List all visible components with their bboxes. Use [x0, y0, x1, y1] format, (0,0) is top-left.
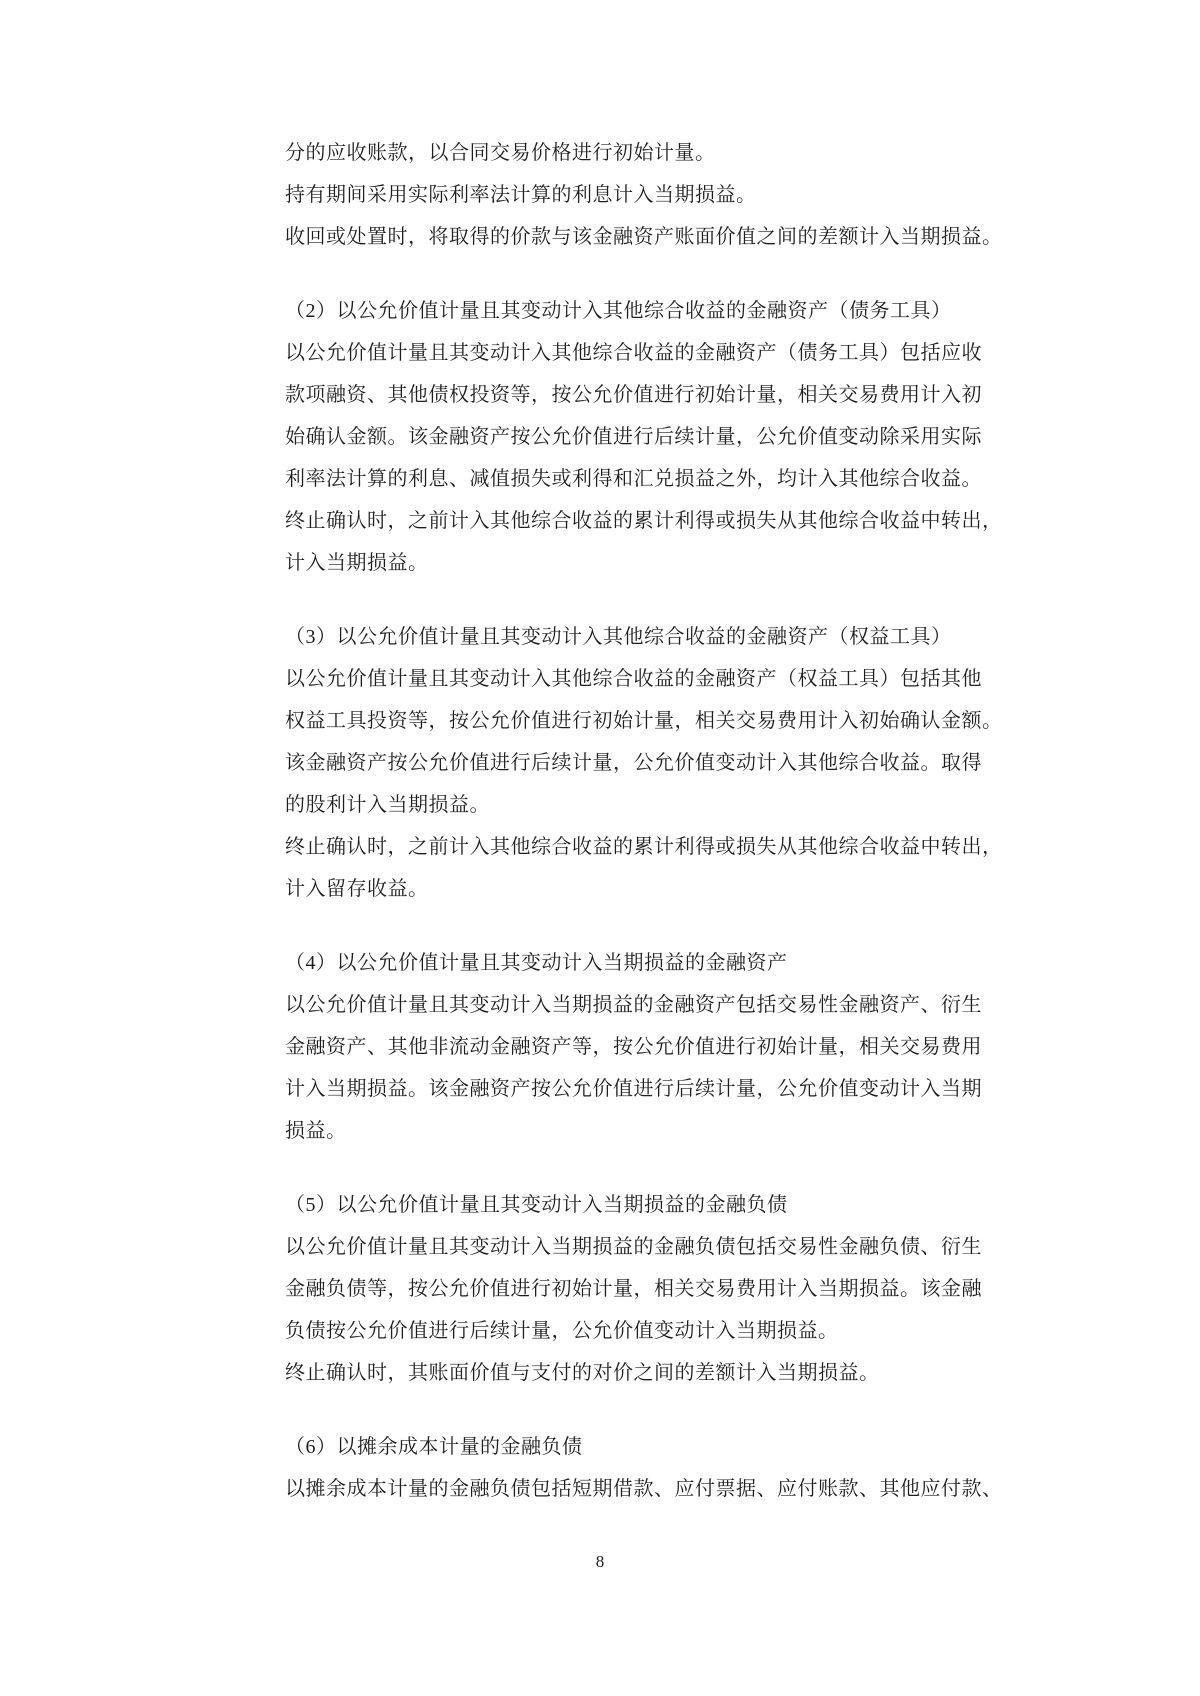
- text-line: 计入当期损益。: [285, 552, 429, 574]
- text-line: 款项融资、其他债权投资等，按公允价值进行初始计量，相关交易费用计入初: [285, 384, 982, 406]
- text-line: 金融资产、其他非流动金融资产等，按公允价值进行初始计量，相关交易费用: [285, 1036, 982, 1058]
- text-line: 分的应收账款，以合同交易价格进行初始计量。: [285, 142, 716, 164]
- document-section: [285, 290, 1003, 584]
- page-footer: [0, 1550, 1200, 1574]
- text-line: 以公允价值计量且其变动计入其他综合收益的金融资产（债务工具）包括应收: [285, 342, 982, 364]
- text-line: 负债按公允价值进行后续计量，公允价值变动计入当期损益。: [285, 1320, 839, 1342]
- text-line: 收回或处置时，将取得的价款与该金融资产账面价值之间的差额计入当期损益。: [285, 226, 1003, 248]
- text-line: 计入留存收益。: [285, 878, 429, 900]
- text-line: 该金融资产按公允价值进行后续计量，公允价值变动计入其他综合收益。取得: [285, 752, 982, 774]
- section-heading: （5）以公允价值计量且其变动计入当期损益的金融负债: [285, 1194, 788, 1216]
- text-line: 始确认金额。该金融资产按公允价值进行后续计量，公允价值变动除采用实际: [285, 426, 982, 448]
- text-line: 利率法计算的利息、减值损失或利得和汇兑损益之外，均计入其他综合收益。: [285, 468, 982, 490]
- text-line: 以摊余成本计量的金融负债包括短期借款、应付票据、应付账款、其他应付款、: [285, 1478, 1003, 1500]
- text-line: 终止确认时，之前计入其他综合收益的累计利得或损失从其他综合收益中转出，: [285, 510, 1003, 532]
- document-section: [285, 1184, 982, 1394]
- text-line: 以公允价值计量且其变动计入当期损益的金融负债包括交易性金融负债、衍生: [285, 1236, 982, 1258]
- document-section: [285, 132, 1003, 258]
- document-section: [285, 616, 1003, 910]
- text-line: 持有期间采用实际利率法计算的利息计入当期损益。: [285, 184, 757, 206]
- page-number: 8: [595, 1552, 605, 1571]
- text-line: 损益。: [285, 1120, 347, 1142]
- text-line: 权益工具投资等，按公允价值进行初始计量，相关交易费用计入初始确认金额。: [285, 710, 1003, 732]
- section-heading: （4）以公允价值计量且其变动计入当期损益的金融资产: [285, 952, 788, 974]
- text-line: 以公允价值计量且其变动计入当期损益的金融资产包括交易性金融资产、衍生: [285, 994, 982, 1016]
- text-line: 金融负债等，按公允价值进行初始计量，相关交易费用计入当期损益。该金融: [285, 1278, 982, 1300]
- text-line: 计入当期损益。该金融资产按公允价值进行后续计量，公允价值变动计入当期: [285, 1078, 982, 1100]
- document-section: [285, 942, 982, 1152]
- text-line: 终止确认时，其账面价值与支付的对价之间的差额计入当期损益。: [285, 1362, 880, 1384]
- text-line: 以公允价值计量且其变动计入其他综合收益的金融资产（权益工具）包括其他: [285, 668, 982, 690]
- section-heading: （6）以摊余成本计量的金融负债: [285, 1436, 583, 1458]
- text-line: 终止确认时，之前计入其他综合收益的累计利得或损失从其他综合收益中转出，: [285, 836, 1003, 858]
- document-content: [285, 132, 1003, 1510]
- text-line: 的股利计入当期损益。: [285, 794, 490, 816]
- document-section: [285, 1426, 1003, 1510]
- section-heading: （2）以公允价值计量且其变动计入其他综合收益的金融资产（债务工具）: [285, 300, 952, 322]
- section-heading: （3）以公允价值计量且其变动计入其他综合收益的金融资产（权益工具）: [285, 626, 952, 648]
